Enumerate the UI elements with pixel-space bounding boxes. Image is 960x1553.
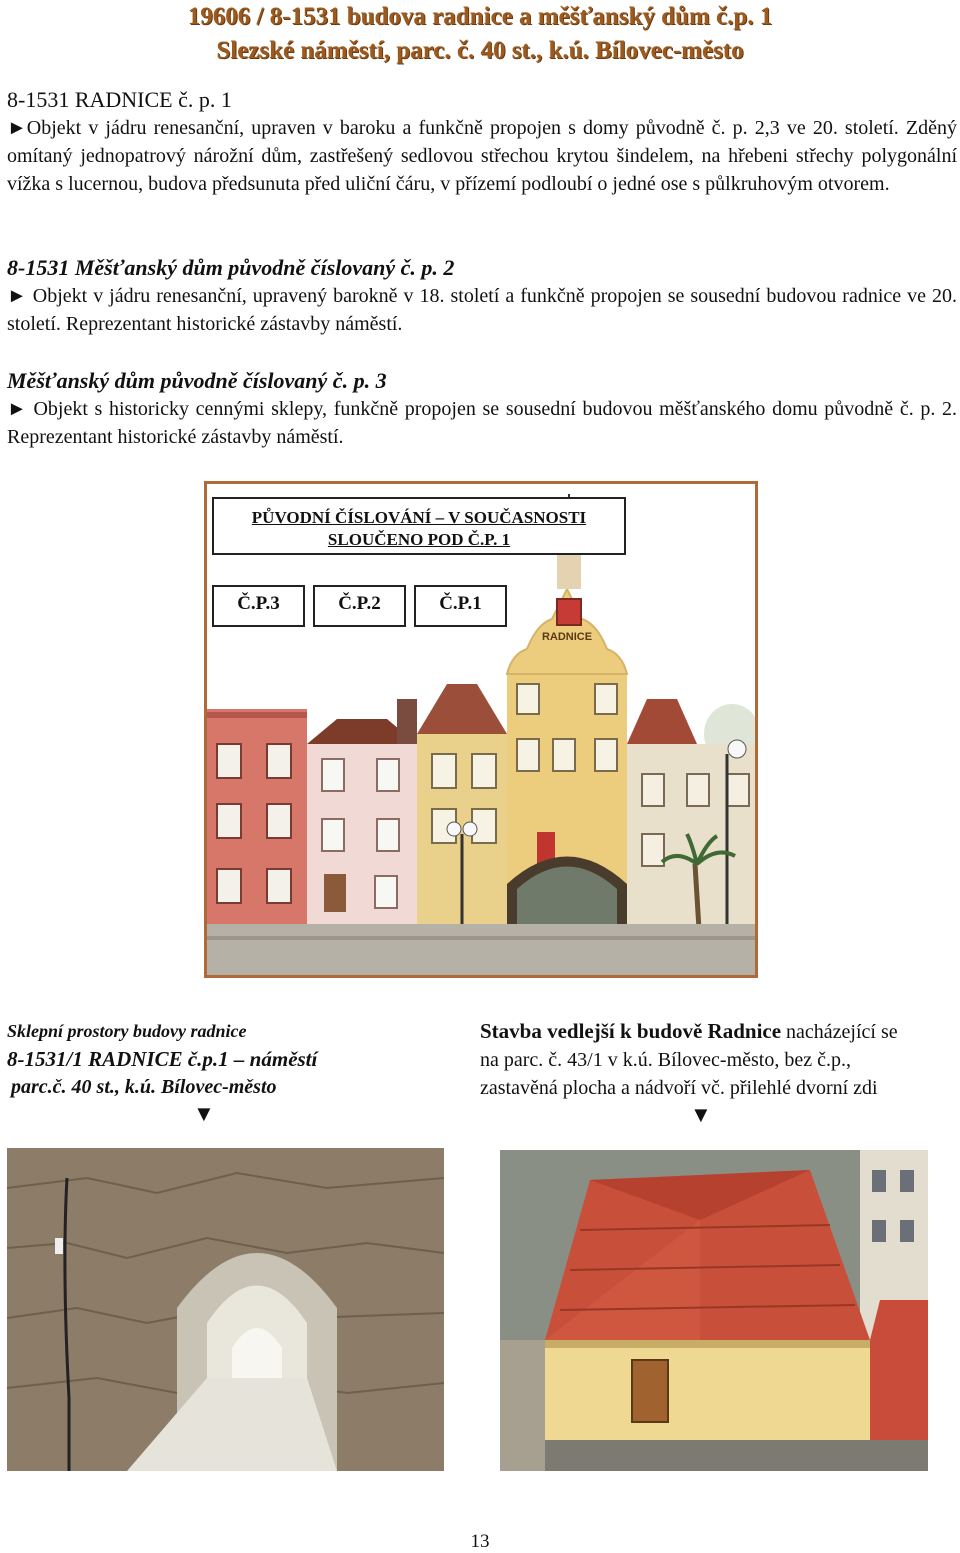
town-hall-illustration xyxy=(207,484,755,975)
page-number: 13 xyxy=(470,1531,490,1552)
cellar-caption-line-1: Sklepní prostory budovy radnice xyxy=(7,1021,247,1041)
down-arrow-icon: ▼ xyxy=(193,1101,215,1126)
down-arrow-icon: ▼ xyxy=(690,1102,712,1127)
town-hall-photo xyxy=(204,481,758,978)
cellar-photo xyxy=(7,1148,444,1471)
section-radnice xyxy=(7,86,957,198)
caption-box-line-1: PŮVODNÍ ČÍSLOVÁNÍ – V SOUČASNOSTI xyxy=(251,508,587,527)
section-heading: Měšťanský dům původně číslovaný č. p. 3 xyxy=(7,368,387,393)
section-heading: 8-1531 Měšťanský dům původně číslovaný č. p. 2 xyxy=(7,255,455,280)
outbuilding-illustration xyxy=(500,1150,928,1471)
section-text: Objekt v jádru renesanční, upravený barokně v 18. století a funkčně propojen se sousední budovou radnice ve 20. století. Reprezentant historické zástavby náměstí. xyxy=(7,285,957,335)
label-cp1: Č.P.1 xyxy=(414,585,507,627)
section-heading: 8-1531 RADNICE č. p. 1 xyxy=(7,87,232,112)
outbuilding-caption-bold: Stavba vedlejší k budově Radnice xyxy=(480,1019,782,1043)
outbuilding-photo xyxy=(500,1150,928,1471)
section-cp3 xyxy=(7,367,957,451)
outbuilding-caption-line-3: zastavěná plocha a nádvoří vč. přilehlé dvorní zdi xyxy=(480,1077,878,1099)
radnice-sign: RADNICE xyxy=(541,631,593,643)
title-line-2: Slezské náměstí, parc. č. 40 st., k.ú. Bílovec-město xyxy=(216,37,744,64)
cellar-caption-line-3: parc.č. 40 st., k.ú. Bílovec-město xyxy=(11,1076,277,1098)
section-cp2 xyxy=(7,254,957,338)
outbuilding-caption xyxy=(480,1017,958,1128)
page-title xyxy=(0,0,960,68)
title-line-1: 19606 / 8-1531 budova radnice a měšťanský dům č.p. 1 xyxy=(187,3,773,30)
section-text: Objekt s historicky cennými sklepy, funkčně propojen se sousední budovou měšťanského domu původně č. p. 2. Reprezentant historické zástavby náměstí. xyxy=(7,398,957,448)
bullet-marker: ► xyxy=(7,285,27,307)
numbering-caption-box xyxy=(212,497,626,555)
outbuilding-caption-line-2: na parc. č. 43/1 v k.ú. Bílovec-město, bez č.p., xyxy=(480,1049,851,1071)
bullet-marker: ► xyxy=(7,398,27,420)
cellar-illustration xyxy=(7,1148,444,1471)
section-text: Objekt v jádru renesanční, upraven v baroku a funkčně propojen s domy původně č. p. 2,3 ve 20. století. Zděný omítaný jednopatrový nárožní dům, zastřešený sedlovou střechou krytou šindelem, na hřebeni střechy polygonální vížka s lucernou, budova předsunuta před uliční čáru, v přízemí podloubí o jedné ose s půlkruhovým otvorem. xyxy=(7,117,957,195)
cellar-caption xyxy=(7,1017,447,1127)
bullet-marker: ► xyxy=(7,117,27,139)
label-cp3: Č.P.3 xyxy=(212,585,305,627)
outbuilding-caption-rest: nacházející se xyxy=(781,1021,898,1043)
label-cp2: Č.P.2 xyxy=(313,585,406,627)
outbuilding-caption-line-1 xyxy=(480,1017,958,1046)
cellar-caption-line-2: 8-1531/1 RADNICE č.p.1 – náměstí xyxy=(7,1047,318,1071)
caption-box-line-2: SLOUČENO POD Č.P. 1 xyxy=(327,530,511,549)
